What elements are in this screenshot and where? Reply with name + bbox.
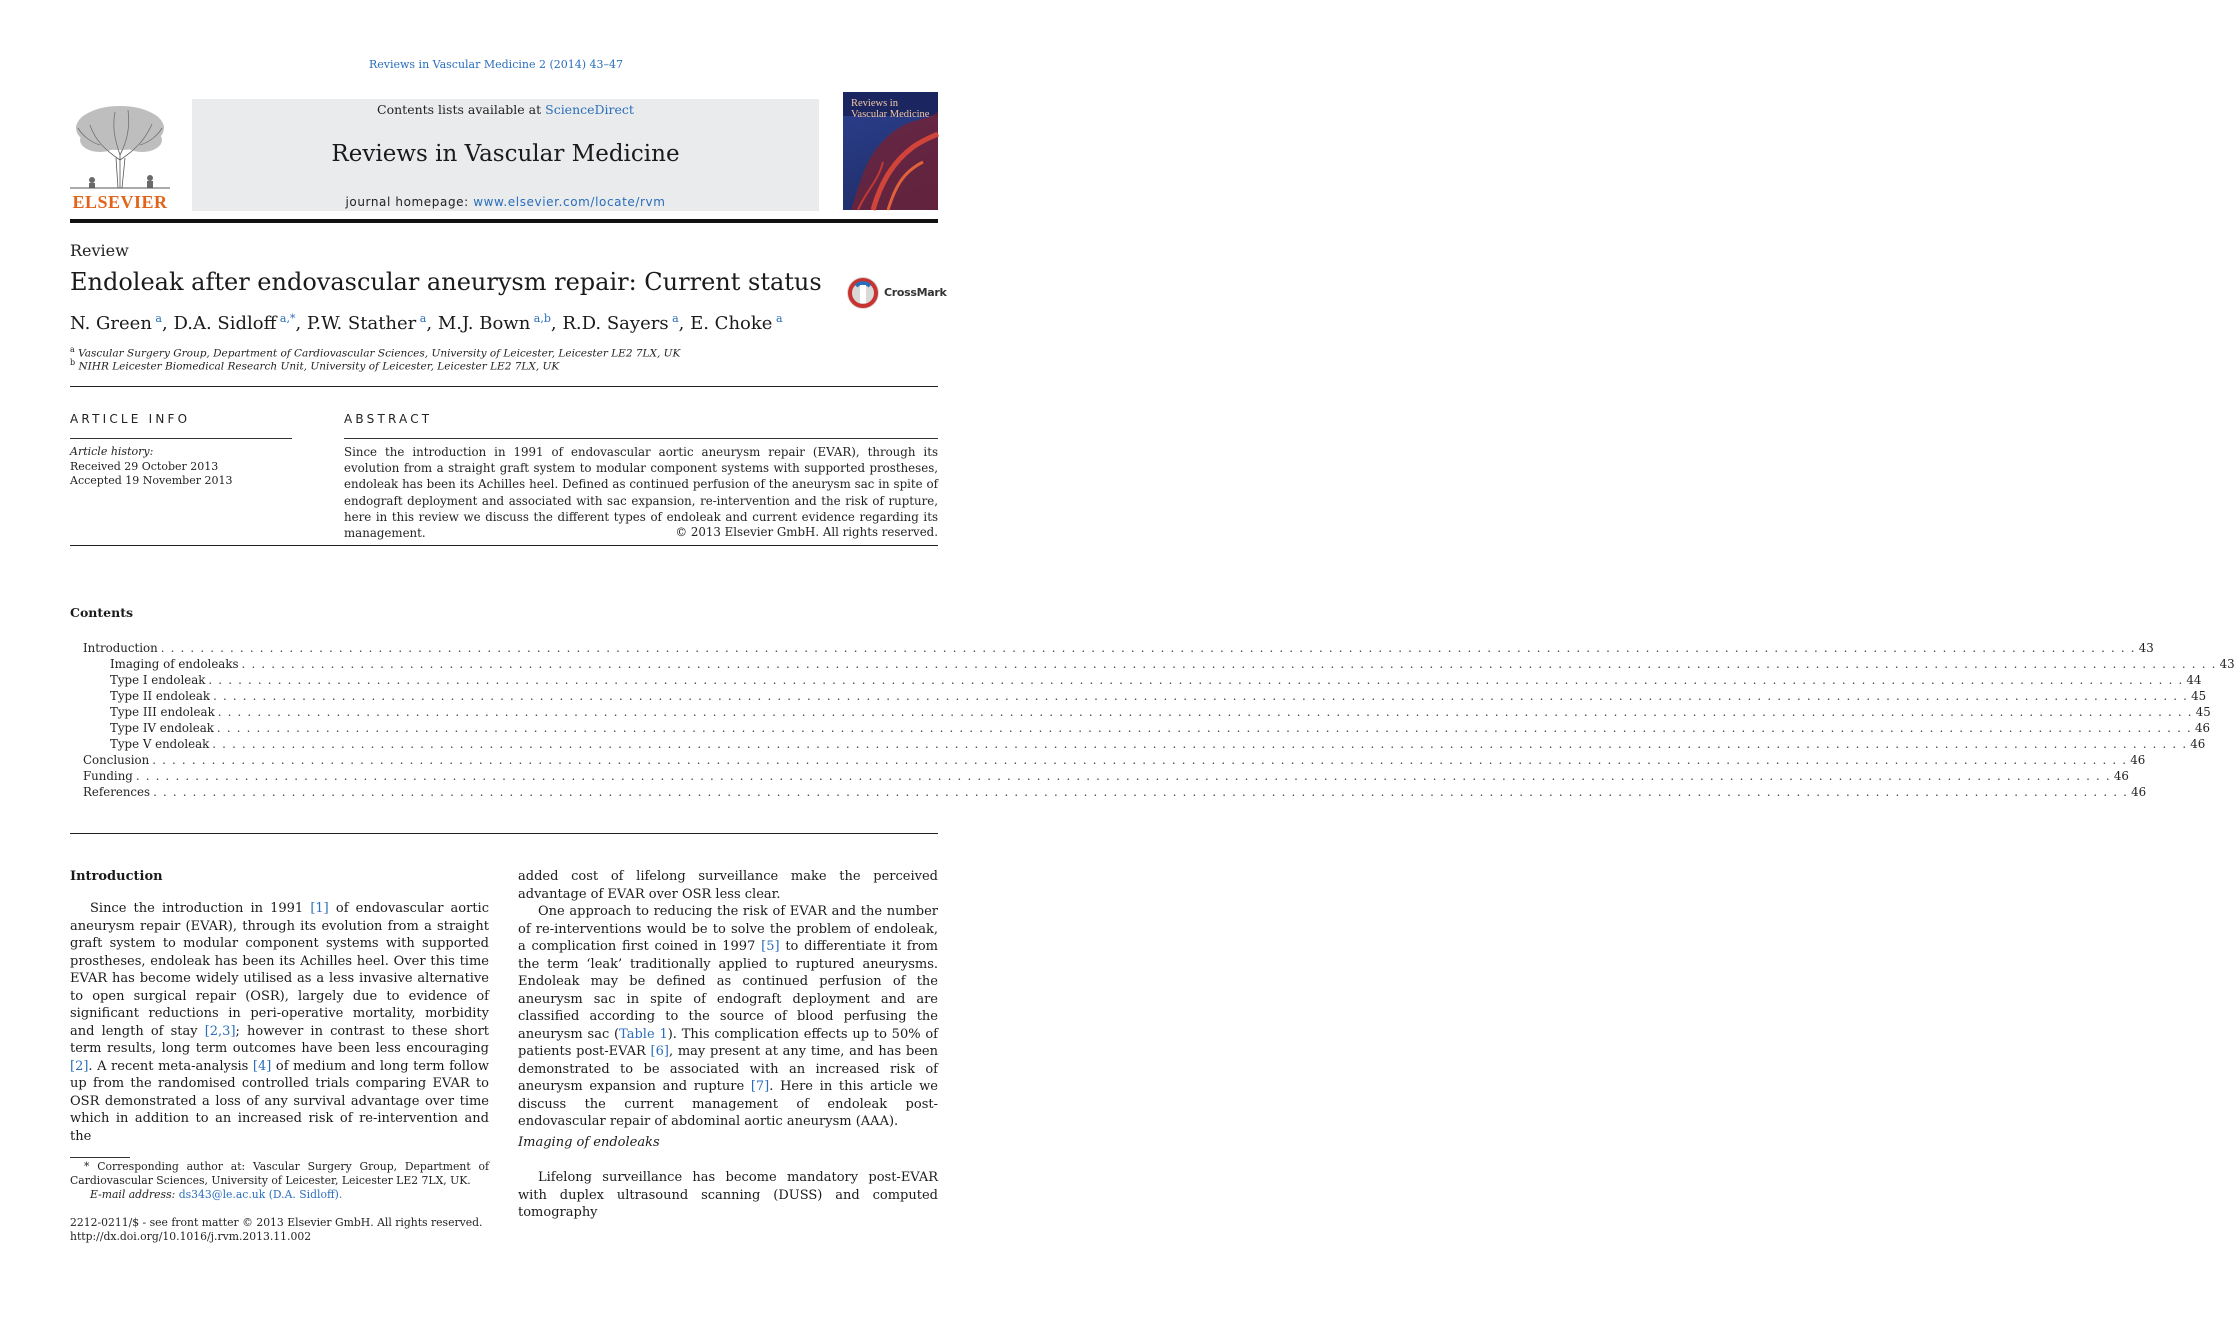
toc-entry-label[interactable]: Type V endoleak xyxy=(110,737,210,751)
toc-leader-dots: . . . . . . . . . . . . . . . . . . . . . . . . . . . . . . . . . . . . . . . . . . . . . . . . . . . . . . . . . . . . . . . . . . . . . . . . . . . . . . . . . . . . . . . . . . . . . . . . . . . . . . . . . . . . . . . . . . . . . . . . . . . . . . . . . . . . . . . . . . . . . . . . . . . . . . . . . . . . . . . . . . . . . . . . . . . . . . . . . . . . . . . . . . . . . . . . . . . . . . . . xyxy=(213,689,2189,703)
citation-link[interactable]: [2,3] xyxy=(204,1023,236,1039)
divider xyxy=(70,545,938,546)
contents-prefix: Contents lists available at xyxy=(377,102,546,117)
toc-entry-page[interactable]: 45 xyxy=(2191,689,2207,703)
homepage-link[interactable]: www.elsevier.com/locate/rvm xyxy=(473,195,666,209)
affiliation-text: NIHR Leicester Biomedical Research Unit, University of Leicester, Leicester LE2 7LX, UK xyxy=(78,360,560,373)
toc-entry-page[interactable]: 44 xyxy=(2186,673,2202,687)
homepage-prefix: journal homepage: xyxy=(345,195,474,209)
author-list: N. Green $^a$, D.A. Sidloff $^{a,*}$, P.W. Stather $^a$, M.J. Bown $^{a,b}$, R.D. Sayers $^a$, E. Choke $^a$ xyxy=(70,312,783,334)
author-name[interactable]: P.W. Stather xyxy=(306,313,417,334)
toc-entry-label[interactable]: Funding xyxy=(83,769,133,783)
cover-title-line2: Vascular Medicine xyxy=(851,109,930,120)
corresponding-author-footnote: * Corresponding author at: Vascular Surgery Group, Department of Cardiovascular Sciences, University of Leicester, Leicester LE2 7LX, UK. E-mail address: ds343@le.ac.uk (D.A. Sidloff). xyxy=(70,1160,489,1201)
author-affiliation-mark[interactable]: a xyxy=(668,312,679,325)
author-name[interactable]: M.J. Bown xyxy=(437,313,531,334)
journal-title: Reviews in Vascular Medicine xyxy=(331,141,680,167)
right-column xyxy=(518,868,938,1131)
journal-cover-image[interactable] xyxy=(843,92,938,210)
toc-entry-page[interactable]: 43 xyxy=(2219,657,2235,671)
article-title: Endoleak after endovascular aneurysm repair: Current status xyxy=(70,268,822,296)
toc-leader-dots: . . . . . . . . . . . . . . . . . . . . . . . . . . . . . . . . . . . . . . . . . . . . . . . . . . . . . . . . . . . . . . . . . . . . . . . . . . . . . . . . . . . . . . . . . . . . . . . . . . . . . . . . . . . . . . . . . . . . . . . . . . . . . . . . . . . . . . . . . . . . . . . . . . . . . . . . . . . . . . . . . . . . . . . . . . . . . . . . . . . . . . . . . . . . . . . . . . . . . . . . xyxy=(160,641,2136,655)
author-affiliation-mark[interactable]: a,* xyxy=(276,312,296,325)
crossmark-icon[interactable] xyxy=(846,276,882,310)
imaging-paragraph xyxy=(518,1169,938,1222)
toc-entry[interactable] xyxy=(110,657,2235,673)
contents-available-line xyxy=(192,102,819,117)
toc-entry-page[interactable]: 46 xyxy=(2131,785,2147,799)
toc-entry-page[interactable]: 46 xyxy=(2113,769,2129,783)
author-name[interactable]: N. Green xyxy=(70,313,152,334)
toc-entry[interactable] xyxy=(110,705,2211,721)
introduction-continuation: added cost of lifelong surveillance make the perceived advantage of EVAR over OSR less clear. xyxy=(518,869,938,902)
affiliation-text: Vascular Surgery Group, Department of Cardiovascular Sciences, University of Leicester, Leicester LE2 7LX, UK xyxy=(78,347,681,360)
toc-entry[interactable] xyxy=(110,737,2206,753)
toc-entry-label[interactable]: Type III endoleak xyxy=(110,705,215,719)
accepted-date: Accepted 19 November 2013 xyxy=(70,474,233,487)
toc-leader-dots: . . . . . . . . . . . . . . . . . . . . . . . . . . . . . . . . . . . . . . . . . . . . . . . . . . . . . . . . . . . . . . . . . . . . . . . . . . . . . . . . . . . . . . . . . . . . . . . . . . . . . . . . . . . . . . . . . . . . . . . . . . . . . . . . . . . . . . . . . . . . . . . . . . . . . . . . . . . . . . . . . . . . . . . . . . . . . . . . . . . . . . . . . . . . . . . . . . . . . . . . xyxy=(152,753,2128,767)
issn-line: 2212-0211/$ - see front matter © 2013 Elsevier GmbH. All rights reserved. xyxy=(70,1216,483,1229)
toc-entry-label[interactable]: Conclusion xyxy=(83,753,150,767)
author-affiliation-mark[interactable]: a xyxy=(151,312,162,325)
toc-entry-label[interactable]: References xyxy=(83,785,151,799)
toc-entry-page[interactable]: 46 xyxy=(2194,721,2210,735)
abstract-heading: ABSTRACT xyxy=(344,412,433,426)
affiliation-mark: a xyxy=(70,345,75,354)
toc-entry[interactable] xyxy=(83,785,2147,801)
affiliation-mark: b xyxy=(70,358,76,367)
author-name[interactable]: E. Choke xyxy=(690,313,773,334)
cover-title xyxy=(851,98,929,120)
article-info-heading: ARTICLE INFO xyxy=(70,412,191,426)
toc-leader-dots: . . . . . . . . . . . . . . . . . . . . . . . . . . . . . . . . . . . . . . . . . . . . . . . . . . . . . . . . . . . . . . . . . . . . . . . . . . . . . . . . . . . . . . . . . . . . . . . . . . . . . . . . . . . . . . . . . . . . . . . . . . . . . . . . . . . . . . . . . . . . . . . . . . . . . . . . . . . . . . . . . . . . . . . . . . . . . . . . . . . . . . . . . . . . . . . . . . . . . . . . xyxy=(217,705,2193,719)
footnote-rule xyxy=(70,1157,130,1158)
toc-entry-label[interactable]: Imaging of endoleaks xyxy=(110,657,239,671)
toc-entry-label[interactable]: Type IV endoleak xyxy=(110,721,214,735)
toc-leader-dots: . . . . . . . . . . . . . . . . . . . . . . . . . . . . . . . . . . . . . . . . . . . . . . . . . . . . . . . . . . . . . . . . . . . . . . . . . . . . . . . . . . . . . . . . . . . . . . . . . . . . . . . . . . . . . . . . . . . . . . . . . . . . . . . . . . . . . . . . . . . . . . . . . . . . . . . . . . . . . . . . . . . . . . . . . . . . . . . . . . . . . . . . . . . . . . . . . . . . . . . . xyxy=(208,673,2184,687)
cover-title-line1: Reviews in xyxy=(851,98,898,109)
toc-leader-dots: . . . . . . . . . . . . . . . . . . . . . . . . . . . . . . . . . . . . . . . . . . . . . . . . . . . . . . . . . . . . . . . . . . . . . . . . . . . . . . . . . . . . . . . . . . . . . . . . . . . . . . . . . . . . . . . . . . . . . . . . . . . . . . . . . . . . . . . . . . . . . . . . . . . . . . . . . . . . . . . . . . . . . . . . . . . . . . . . . . . . . . . . . . . . . . . . . . . . . . . . xyxy=(241,657,2217,671)
divider xyxy=(70,438,292,439)
toc-entry[interactable] xyxy=(110,721,2210,737)
abstract-copyright: © 2013 Elsevier GmbH. All rights reserved. xyxy=(675,525,938,539)
citation-link[interactable]: [2] xyxy=(70,1058,89,1074)
contents-heading: Contents xyxy=(70,605,134,620)
toc-leader-dots: . . . . . . . . . . . . . . . . . . . . . . . . . . . . . . . . . . . . . . . . . . . . . . . . . . . . . . . . . . . . . . . . . . . . . . . . . . . . . . . . . . . . . . . . . . . . . . . . . . . . . . . . . . . . . . . . . . . . . . . . . . . . . . . . . . . . . . . . . . . . . . . . . . . . . . . . . . . . . . . . . . . . . . . . . . . . . . . . . . . . . . . . . . . . . . . . . . . . . . . . xyxy=(135,769,2111,783)
author-affiliation-mark[interactable]: a,b xyxy=(530,312,551,325)
citation-link[interactable]: Table 1 xyxy=(619,1026,668,1042)
journal-homepage-line xyxy=(192,195,819,209)
subsection-heading-imaging: Imaging of endoleaks xyxy=(518,1135,660,1150)
toc-entry[interactable] xyxy=(110,689,2207,705)
introduction-paragraph: Since the introduction in 1991 [1] of endovascular aortic aneurysm repair (EVAR), through its evolution from a straight graft system to modular component systems with supported prostheses, endoleak has been its Achilles heel. Over this time EVAR has become widely utilised as a less invasive alternative to open surgical repair (OSR), largely due to evidence of significant reductions in peri-operative mortality, morbidity and length of stay [2,3]; however in contrast to these short term results, long term outcomes have been less encouraging [2]. A recent meta-analysis [4] of medium and long term follow up from the randomised controlled trials comparing EVAR to OSR demonstrated a loss of any survival advantage over time which in addition to an increased risk of re-intervention and the xyxy=(70,901,490,1144)
citation-link[interactable]: [7] xyxy=(750,1079,770,1094)
imaging-text: Lifelong surveillance has become mandatory post-EVAR with duplex ultrasound scanning (DUSS) and computed tomography xyxy=(518,1170,938,1220)
citation-link[interactable]: [1] xyxy=(310,901,329,916)
header-rule xyxy=(70,219,938,223)
citation-link[interactable]: [6] xyxy=(650,1044,669,1059)
email-label: E-mail address: xyxy=(90,1188,179,1201)
toc-entry[interactable] xyxy=(83,769,2129,785)
toc-entry[interactable] xyxy=(83,641,2154,657)
author-name[interactable]: R.D. Sayers xyxy=(562,313,669,334)
toc-entry-label[interactable]: Introduction xyxy=(83,641,158,655)
section-heading-introduction: Introduction xyxy=(70,869,163,884)
doi-link[interactable]: http://dx.doi.org/10.1016/j.rvm.2013.11.002 xyxy=(70,1230,312,1243)
email-owner: (D.A. Sidloff). xyxy=(265,1188,343,1201)
citation-link[interactable]: [4] xyxy=(252,1058,272,1074)
publisher-wordmark: ELSEVIER xyxy=(72,192,168,212)
toc-entry-page[interactable]: 45 xyxy=(2195,705,2211,719)
toc-entry-label[interactable]: Type I endoleak xyxy=(110,673,206,687)
toc-entry[interactable] xyxy=(110,673,2202,689)
affiliation-b xyxy=(70,358,559,373)
author-affiliation-mark[interactable]: a xyxy=(772,312,783,325)
toc-leader-dots: . . . . . . . . . . . . . . . . . . . . . . . . . . . . . . . . . . . . . . . . . . . . . . . . . . . . . . . . . . . . . . . . . . . . . . . . . . . . . . . . . . . . . . . . . . . . . . . . . . . . . . . . . . . . . . . . . . . . . . . . . . . . . . . . . . . . . . . . . . . . . . . . . . . . . . . . . . . . . . . . . . . . . . . . . . . . . . . . . . . . . . . . . . . . . . . . . . . . . . . . xyxy=(212,737,2188,751)
endoleak-paragraph: One approach to reducing the risk of EVAR and the number of re-interventions would be to solve the problem of endoleak, a complication first coined in 1997 [5] to differentiate it from the term ‘leak’ traditionally applied to ruptured aneurysms. Endoleak may be defined as continued perfusion of the aneurysm sac in spite of endograft deployment and are classified according to the source of blood perfusing the aneurysm sac (Table 1). This complication effects up to 50% of patients post-EVAR [6], may present at any time, and has been demonstrated to be associated with an increased risk of aneurysm expansion and rupture [7]. Here in this article we discuss the current management of endoleak post-endovascular repair of abdominal aortic aneurysm (AAA). xyxy=(518,904,938,1129)
crossmark-label[interactable]: CrossMark xyxy=(884,286,947,299)
email-link[interactable]: ds343@le.ac.uk xyxy=(178,1188,266,1201)
corresponding-text: Corresponding author at: Vascular Surgery Group, Department of Cardiovascular Sciences, University of Leicester, Leicester LE2 7LX, UK. xyxy=(70,1160,489,1187)
citation-link[interactable]: [5] xyxy=(761,939,780,954)
toc-entry-page[interactable]: 46 xyxy=(2130,753,2146,767)
toc-entry-page[interactable]: 46 xyxy=(2190,737,2206,751)
journal-citation[interactable]: Reviews in Vascular Medicine 2 (2014) 43–47 xyxy=(368,58,624,71)
divider xyxy=(70,833,938,834)
received-date: Received 29 October 2013 xyxy=(70,460,219,473)
article-type: Review xyxy=(70,241,129,260)
toc-entry-page[interactable]: 43 xyxy=(2138,641,2154,655)
toc-entry[interactable] xyxy=(83,753,2146,769)
toc-leader-dots: . . . . . . . . . . . . . . . . . . . . . . . . . . . . . . . . . . . . . . . . . . . . . . . . . . . . . . . . . . . . . . . . . . . . . . . . . . . . . . . . . . . . . . . . . . . . . . . . . . . . . . . . . . . . . . . . . . . . . . . . . . . . . . . . . . . . . . . . . . . . . . . . . . . . . . . . . . . . . . . . . . . . . . . . . . . . . . . . . . . . . . . . . . . . . . . . . . . . . . . . xyxy=(216,721,2192,735)
toc-leader-dots: . . . . . . . . . . . . . . . . . . . . . . . . . . . . . . . . . . . . . . . . . . . . . . . . . . . . . . . . . . . . . . . . . . . . . . . . . . . . . . . . . . . . . . . . . . . . . . . . . . . . . . . . . . . . . . . . . . . . . . . . . . . . . . . . . . . . . . . . . . . . . . . . . . . . . . . . . . . . . . . . . . . . . . . . . . . . . . . . . . . . . . . . . . . . . . . . . . . . . . . . xyxy=(153,785,2129,799)
author-name[interactable]: D.A. Sidloff xyxy=(173,313,277,334)
author-affiliation-mark[interactable]: a xyxy=(416,312,427,325)
abstract-text: Since the introduction in 1991 of endovascular aortic aneurysm repair (EVAR), through its evolution from a straight graft system to modular component systems with supported prostheses, endoleak has been its Achilles heel. Defined as continued perfusion of the aneurysm sac in spite of endograft deployment and associated with sac expansion, re-intervention and the risk of rupture, here in this review we discuss the different types of endoleak and current evidence regarding its management. xyxy=(344,445,938,541)
article-history-label: Article history: xyxy=(70,445,154,458)
sciencedirect-link[interactable]: ScienceDirect xyxy=(545,102,634,117)
divider xyxy=(344,438,938,439)
divider xyxy=(70,386,938,387)
toc-entry-label[interactable]: Type II endoleak xyxy=(110,689,211,703)
